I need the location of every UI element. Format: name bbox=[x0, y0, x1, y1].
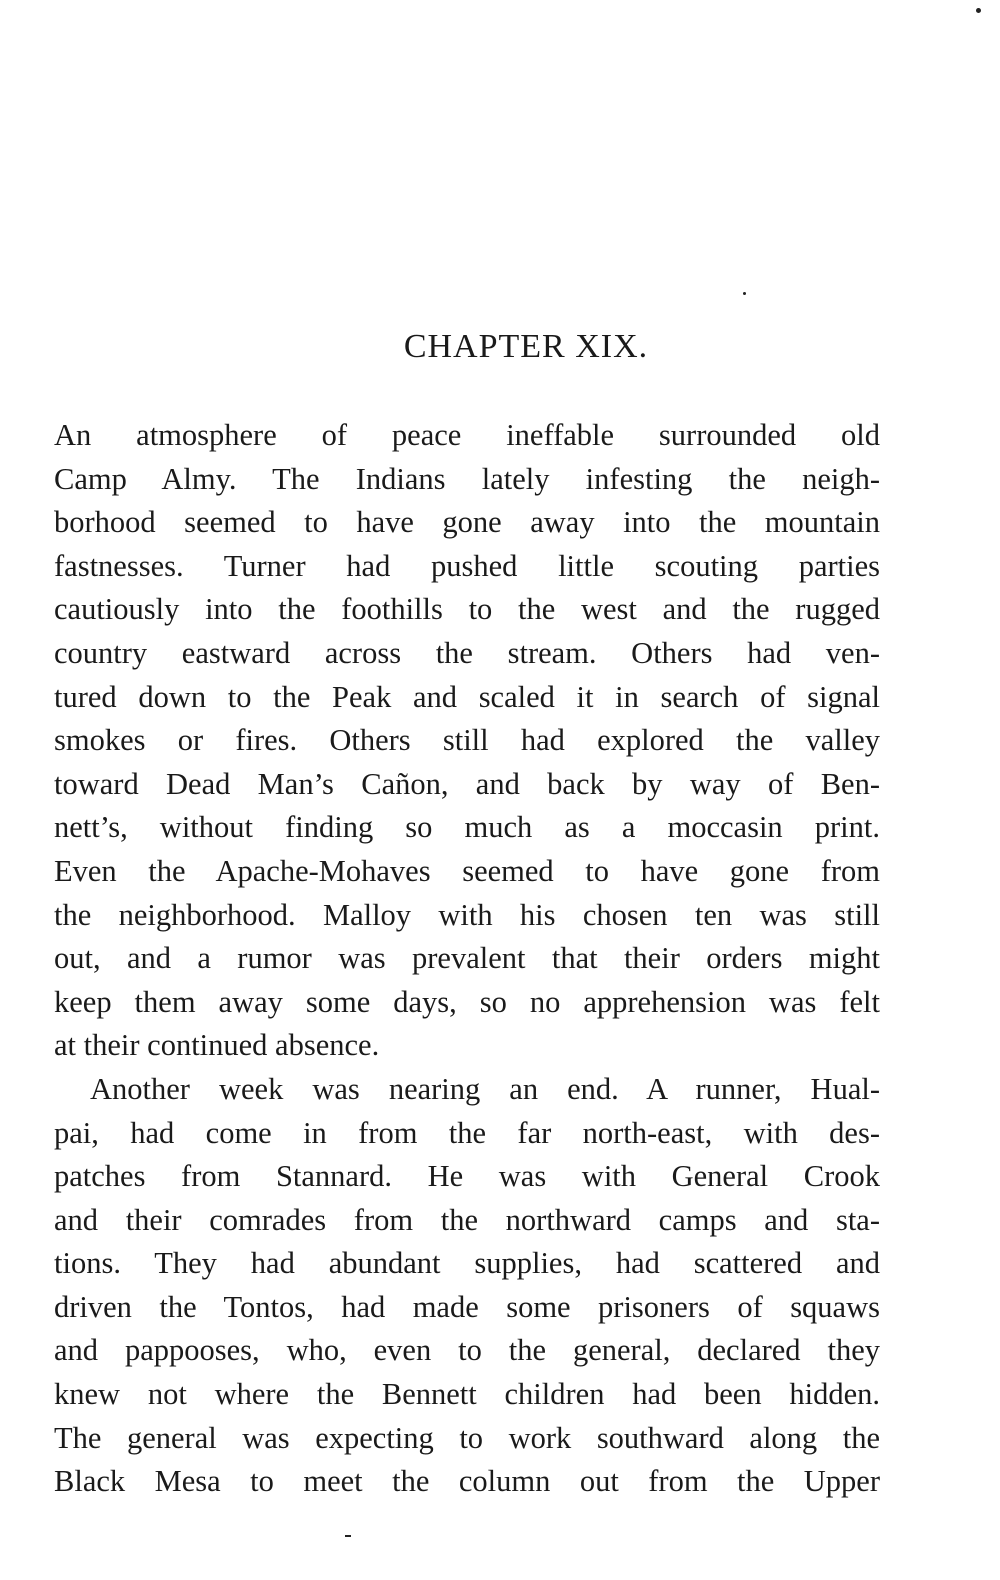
chapter-title: CHAPTER XIX. bbox=[403, 328, 649, 365]
scan-speck bbox=[743, 292, 746, 295]
text-line: toward Dead Man’s Cañon, and back by way of Ben- bbox=[54, 766, 880, 801]
text-line: nett’s, without finding so much as a moccasin print. bbox=[54, 810, 880, 845]
text-line: Even the Apache-Mohaves seemed to have gone from bbox=[54, 853, 880, 888]
text-line: tured down to the Peak and scaled it in search of signal bbox=[54, 679, 880, 714]
text-line: patches from Stannard. He was with General Crook bbox=[54, 1159, 880, 1194]
body-text bbox=[54, 414, 880, 1504]
text-line: cautiously into the foothills to the west and the rugged bbox=[54, 592, 880, 627]
text-line: and pappooses, who, even to the general, declared they bbox=[54, 1333, 880, 1368]
text-line: smokes or fires. Others still had explored the valley bbox=[54, 723, 880, 758]
text-line: Camp Almy. The Indians lately infesting the neigh- bbox=[54, 461, 880, 496]
text-line: An atmosphere of peace ineffable surrounded old bbox=[54, 418, 880, 452]
scan-speck bbox=[976, 8, 981, 13]
text-line: driven the Tontos, had made some prisoners of squaws bbox=[54, 1289, 880, 1324]
text-line: tions. They had abundant supplies, had scattered and bbox=[54, 1246, 880, 1281]
text-line: Another week was nearing an end. A runner, Hual- bbox=[90, 1071, 880, 1106]
text-line: out, and a rumor was prevalent that their orders might bbox=[54, 941, 880, 976]
text-line: at their continued absence. bbox=[54, 1028, 380, 1063]
text-line: knew not where the Bennett children had been hidden. bbox=[54, 1377, 880, 1412]
text-line: country eastward across the stream. Others had ven- bbox=[54, 635, 880, 670]
text-line: keep them away some days, so no apprehension was felt bbox=[54, 984, 880, 1019]
text-line: and their comrades from the northward camps and sta- bbox=[54, 1202, 880, 1237]
text-line: borhood seemed to have gone away into the mountain bbox=[54, 505, 880, 540]
text-line: The general was expecting to work southward along the bbox=[54, 1420, 880, 1455]
text-line: Black Mesa to meet the column out from the Upper bbox=[54, 1464, 880, 1499]
text-line: pai, had come in from the far north-east, with des- bbox=[54, 1115, 880, 1150]
paragraph-2 bbox=[54, 1068, 880, 1504]
paragraph-1 bbox=[54, 414, 880, 1068]
text-line: the neighborhood. Malloy with his chosen ten was still bbox=[54, 897, 880, 932]
scan-speck bbox=[345, 1535, 351, 1537]
text-line: fastnesses. Turner had pushed little scouting parties bbox=[54, 548, 880, 583]
